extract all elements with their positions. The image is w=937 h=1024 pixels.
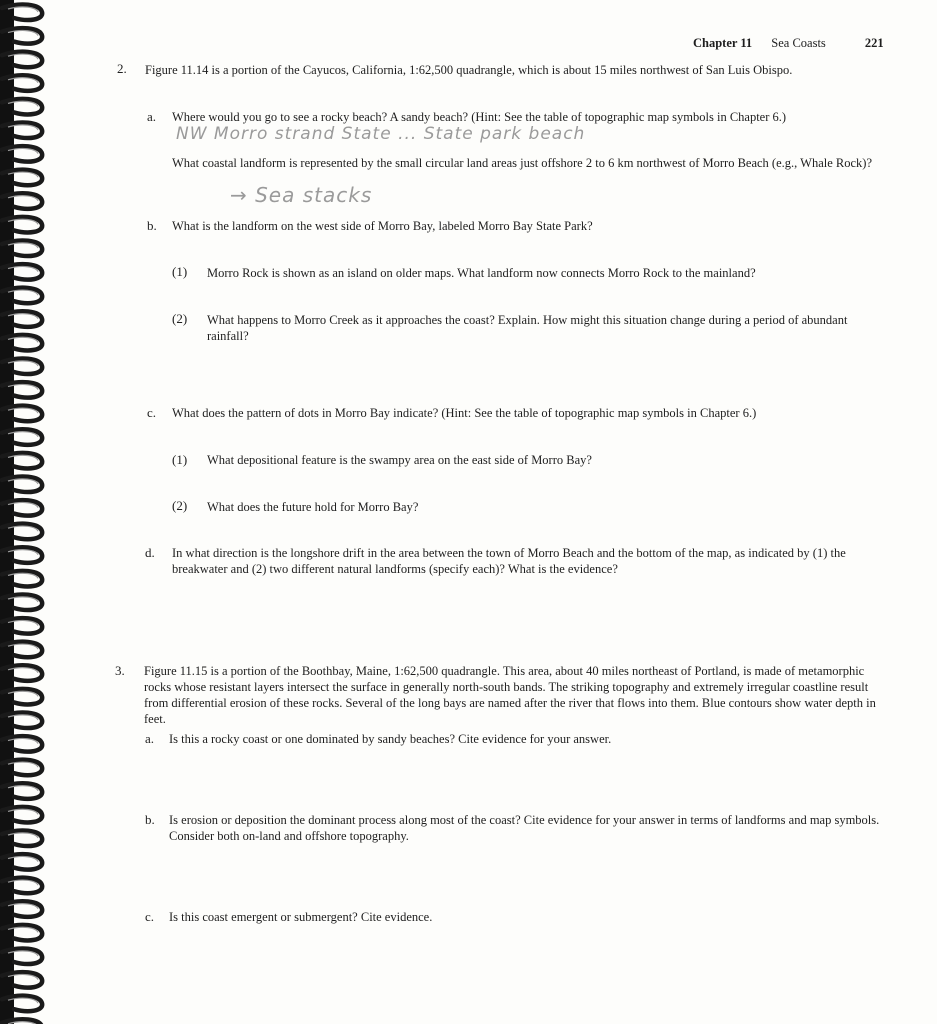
q2d-text: In what direction is the longshore drift in the area between the town of Morro Beach and the bottom of the map, as indicated by (1) the breakwater and (2) two different natural landforms (specify each)? What is the evidence?	[172, 546, 846, 576]
q2a-handwriting-1: NW Morro strand State ... State park beach	[176, 124, 586, 144]
q2b1-text: Morro Rock is shown as an island on older maps. What landform now connects Morro Rock to the mainland?	[207, 266, 756, 280]
q2c2-text: What does the future hold for Morro Bay?	[207, 500, 419, 514]
q3b-text: Is erosion or deposition the dominant process along most of the coast? Cite evidence for your answer in terms of landforms and map symbols. Consider both on-land and offshore topography.	[169, 813, 880, 843]
q2b-text: What is the landform on the west side of Morro Bay, labeled Morro Bay State Park?	[172, 219, 593, 233]
q2a-text-1: Where would you go to see a rocky beach? A sandy beach? (Hint: See the table of topographic map symbols in Chapter 6.)	[172, 110, 787, 124]
q2c1-label: (1)	[172, 452, 188, 467]
chapter-topic: Sea Coasts	[771, 36, 826, 50]
q2b2-label: (2)	[172, 311, 188, 326]
q2d-label: d.	[145, 545, 155, 560]
chapter-label: Chapter 11	[693, 36, 753, 50]
q2b-label: b.	[147, 218, 157, 233]
q2c-text: What does the pattern of dots in Morro Bay indicate? (Hint: See the table of topographic map symbols in Chapter 6.)	[172, 406, 757, 420]
q2a-handwriting-2: → Sea stacks	[230, 183, 373, 207]
q2c2-label: (2)	[172, 498, 188, 513]
q2c1-text: What depositional feature is the swampy area on the east side of Morro Bay?	[207, 453, 592, 467]
question-2-text: Figure 11.14 is a portion of the Cayucos, California, 1:62,500 quadrangle, which is about 15 miles northwest of San Luis Obispo.	[145, 63, 793, 77]
q2c-label: c.	[147, 405, 157, 420]
q2b2-text: What happens to Morro Creek as it approaches the coast? Explain. How might this situation change during a period of abundant rainfall?	[207, 313, 848, 343]
q3a-label: a.	[145, 731, 155, 746]
q3b-label: b.	[145, 812, 155, 827]
question-3-text: Figure 11.15 is a portion of the Boothbay, Maine, 1:62,500 quadrangle. This area, about 40 miles northeast of Portland, is made of metamorphic rocks whose resistant layers intersect the surface in generally north-south bands. The striking topography and extremely irregular coastline result from differential erosion of these rocks. Several of the long bays are named after the river that flows into them. Blue contours show water depth in feet.	[144, 664, 876, 726]
question-3-number: 3.	[115, 663, 125, 678]
q3a-text: Is this a rocky coast or one dominated by sandy beaches? Cite evidence for your answer.	[169, 732, 612, 746]
q3c-text: Is this coast emergent or submergent? Cite evidence.	[169, 910, 433, 924]
spiral-binding	[0, 0, 70, 1024]
q3c-label: c.	[145, 909, 155, 924]
q2a-label: a.	[147, 109, 157, 124]
q2b1-label: (1)	[172, 264, 188, 279]
page-header	[693, 36, 884, 51]
page-number: 221	[864, 36, 884, 50]
q2a-text-2: What coastal landform is represented by the small circular land areas just offshore 2 to 6 km northwest of Morro Beach (e.g., Whale Rock)?	[172, 156, 873, 170]
question-2-number: 2.	[117, 61, 127, 76]
